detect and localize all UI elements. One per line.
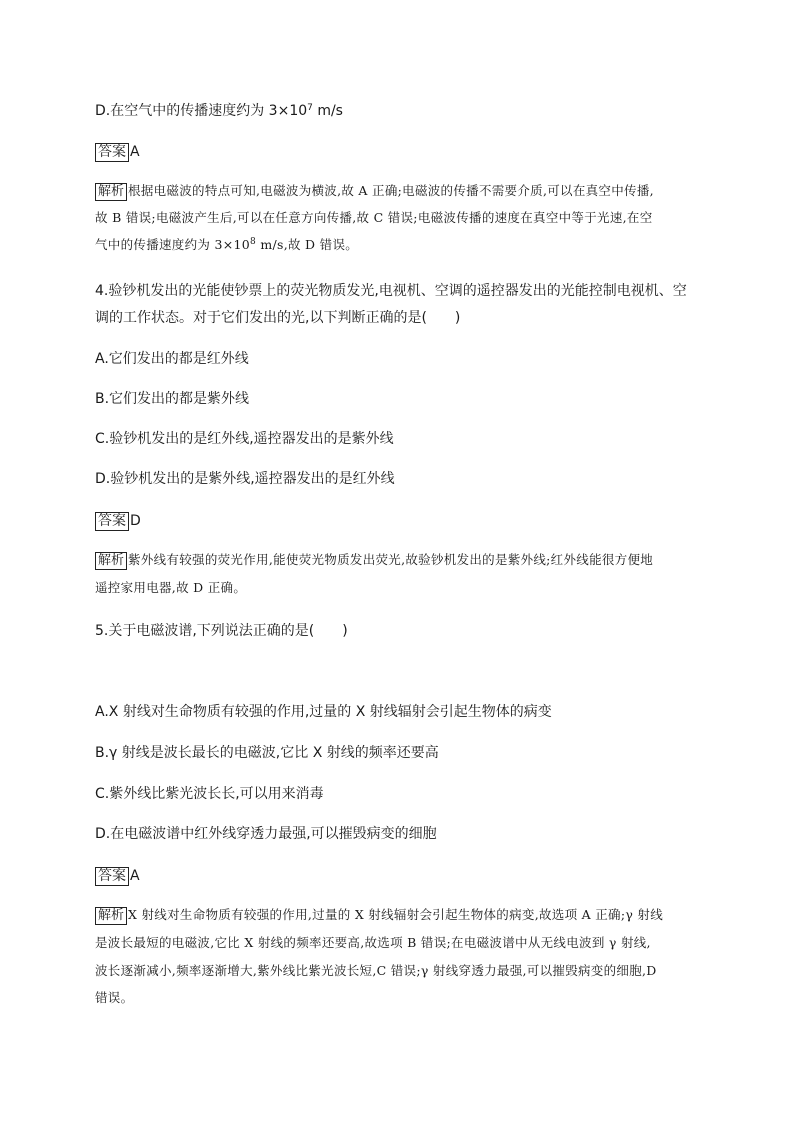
- q5-explanation-tag: 解析: [95, 907, 127, 925]
- q3-option-d: [95, 102, 343, 120]
- q5-explanation-line-4: 错误。: [95, 990, 134, 1005]
- q5-option-d: D.在电磁波谱中红外线穿透力最强,可以摧毁病变的细胞: [95, 826, 437, 842]
- q3-explanation-text-1: 根据电磁波的特点可知,电磁波为横波,故 A 正确;电磁波的传播不需要介质,可以在真空中传播,: [128, 183, 654, 198]
- q4-explanation-line-1: [95, 552, 653, 570]
- q4-option-a: A.它们发出的都是红外线: [95, 351, 249, 367]
- q4-explanation-text-1: 紫外线有较强的荧光作用,能使荧光物质发出荧光,故验钞机发出的是紫外线;红外线能很方便地: [128, 552, 654, 567]
- q3-explanation-line-2: 故 B 错误;电磁波产生后,可以在任意方向传播,故 C 错误;电磁波传播的速度在真空中等于光速,在空: [95, 210, 653, 225]
- q3-answer-value: A: [130, 144, 140, 160]
- q3-explanation-line-1: [95, 183, 654, 201]
- q5-option-a: A.X 射线对生命物质有较强的作用,过量的 X 射线辐射会引起生物体的病变: [95, 704, 552, 720]
- q4-answer: [95, 512, 141, 531]
- q3-explanation-tag: 解析: [95, 183, 127, 201]
- q5-explanation-text-1: X 射线对生命物质有较强的作用,过量的 X 射线辐射会引起生物体的病变,故选项 A 正确;γ 射线: [128, 907, 664, 922]
- q3-answer-tag: 答案: [95, 143, 129, 162]
- q3-explanation-line-3: [95, 237, 358, 253]
- q3-option-d-exponent: 7: [307, 103, 313, 113]
- q5-option-c: C.紫外线比紫光波长长,可以用来消毒: [95, 786, 324, 802]
- q3-explanation-text-3-tail: m/s,故 D 错误。: [256, 237, 359, 252]
- q5-answer-tag: 答案: [95, 867, 129, 886]
- q4-answer-value: D: [130, 513, 141, 529]
- q3-option-d-unit: m/s: [312, 103, 343, 119]
- q5-explanation-line-1: [95, 907, 663, 925]
- q3-answer: [95, 143, 140, 162]
- q4-explanation-line-2: 遥控家用电器,故 D 正确。: [95, 580, 247, 595]
- q5-explanation-line-3: 波长逐渐减小,频率逐渐增大,紫外线比紫光波长短,C 错误;γ 射线穿透力最强,可以摧毁病变的细胞,D: [95, 963, 657, 978]
- q4-option-b: B.它们发出的都是紫外线: [95, 391, 250, 407]
- q4-stem-line-1: 4.验钞机发出的光能使钞票上的荧光物质发光,电视机、空调的遥控器发出的光能控制电视机、空: [95, 283, 687, 299]
- q4-stem-line-2: 调的工作状态。对于它们发出的光,以下判断正确的是( ): [95, 310, 461, 326]
- q4-answer-tag: 答案: [95, 512, 129, 531]
- q5-answer-value: A: [130, 868, 140, 884]
- q5-stem: 5.关于电磁波谱,下列说法正确的是( ): [95, 623, 348, 639]
- q5-option-b: B.γ 射线是波长最长的电磁波,它比 X 射线的频率还要高: [95, 745, 439, 761]
- q4-option-c: C.验钞机发出的是红外线,遥控器发出的是紫外线: [95, 431, 394, 447]
- q3-explanation-exponent: 8: [250, 237, 257, 247]
- q4-explanation-tag: 解析: [95, 552, 127, 570]
- q5-answer: [95, 867, 140, 886]
- q4-option-d: D.验钞机发出的是紫外线,遥控器发出的是红外线: [95, 471, 395, 487]
- q5-explanation-line-2: 是波长最短的电磁波,它比 X 射线的频率还要高,故选项 B 错误;在电磁波谱中从无线电波到 γ 射线,: [95, 935, 651, 950]
- q3-explanation-text-3: 气中的传播速度约为 3×10: [95, 237, 251, 252]
- q3-option-d-text: D.在空气中的传播速度约为 3×10: [95, 103, 308, 119]
